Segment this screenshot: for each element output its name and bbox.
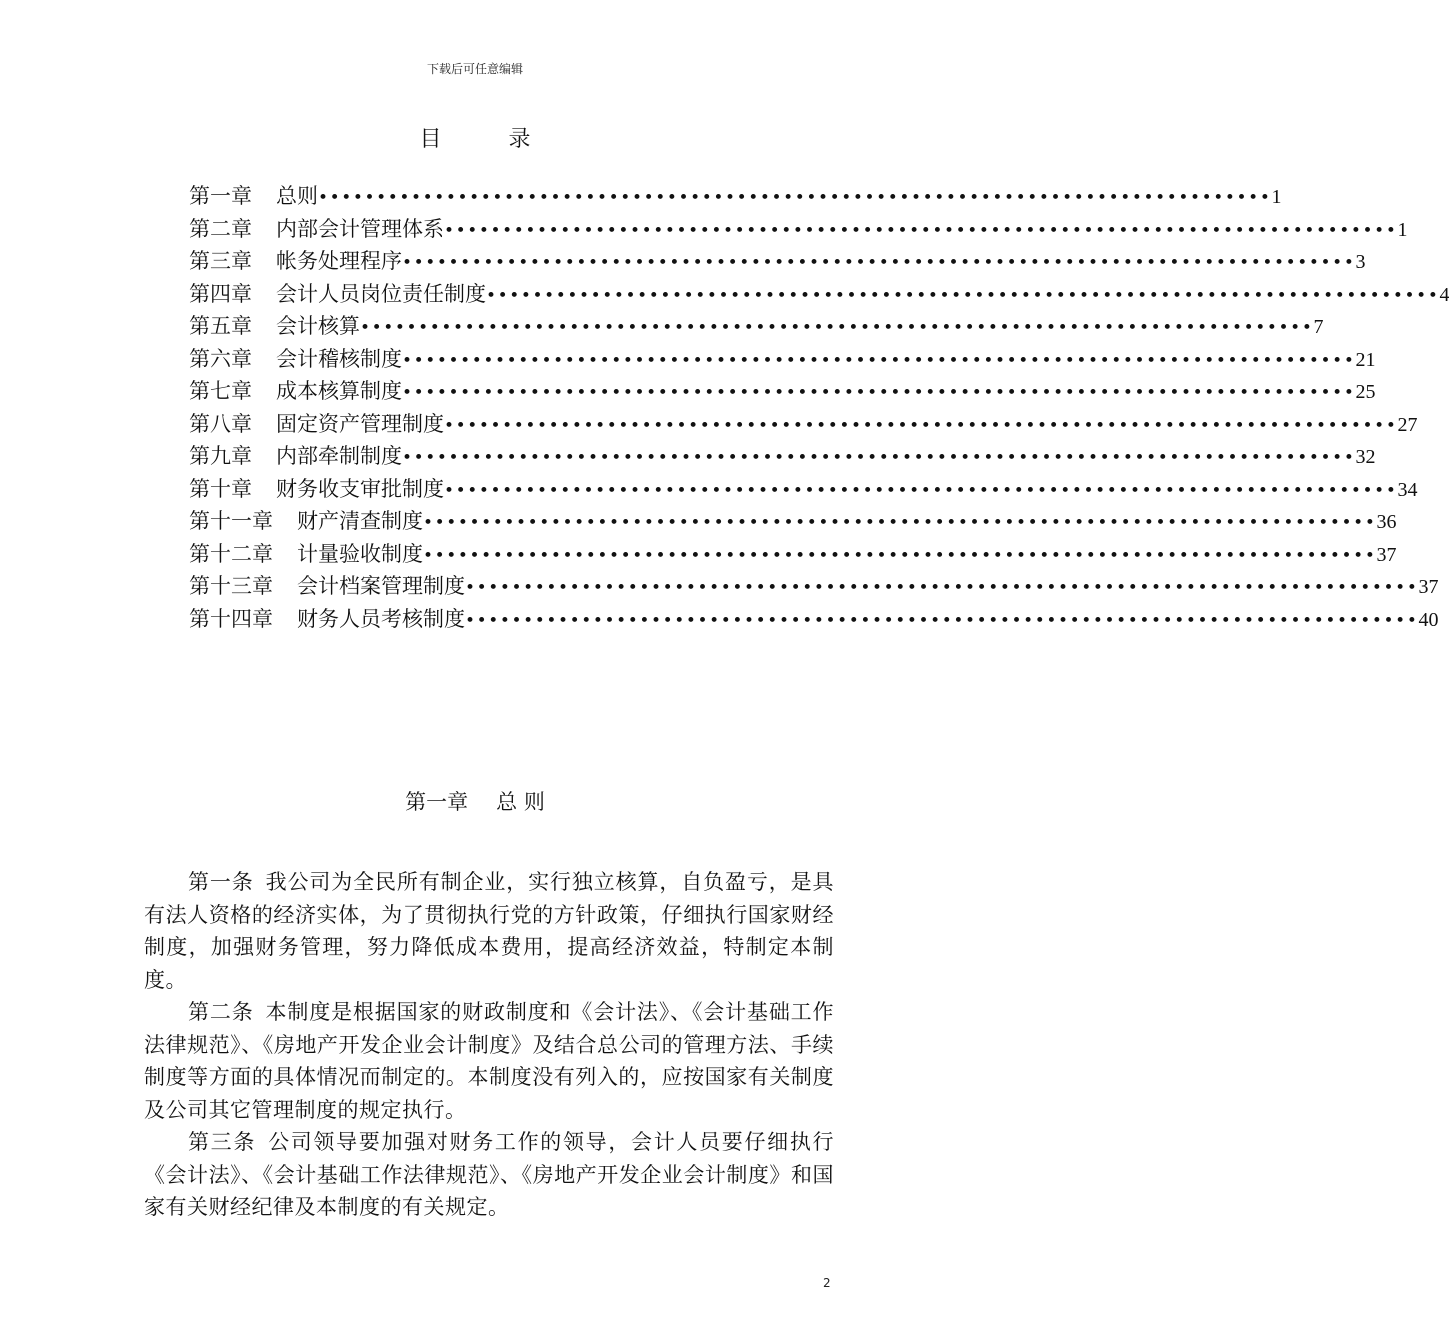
toc-page-number: 40 xyxy=(1418,608,1439,631)
toc-chapter: 第二章 xyxy=(189,216,252,241)
toc-leader-dots: •••••••••••••••••••••••••••••••••••••••••••••••••••••••••••••••••••••••••••••••••• xyxy=(402,448,1356,468)
toc-page-number: 3 xyxy=(1355,251,1366,273)
toc-page-number: 4 xyxy=(1439,283,1449,306)
toc-leader-dots: •••••••••••••••••••••••••••••••••••••••••••••••••••••••••••••••••••••••••••••••••• xyxy=(465,610,1419,631)
toc-entry-title: 总则 xyxy=(276,184,318,208)
toc-entry[interactable] xyxy=(189,408,1418,441)
article-text: 本制度是根据国家的财政制度和《会计法》、《会计基础工作法律规范》、《房地产开发企业会计制度》及结合总公司的管理方法、手续制度等方面的具体情况而制定的。本制度没有列入的，应按国家有关制度及公司其它管理制度的规定执行。 xyxy=(144,1000,835,1122)
toc-leader-dots: •••••••••••••••••••••••••••••••••••••••••••••••••••••••••••••••••••••••••••••••••• xyxy=(444,480,1398,501)
toc-chapter: 第八章 xyxy=(189,411,252,436)
toc-entry[interactable] xyxy=(189,505,1397,538)
toc-page-number: 25 xyxy=(1355,381,1376,403)
toc-chapter: 第十一章 xyxy=(189,509,273,533)
toc-entry[interactable] xyxy=(189,310,1324,343)
toc-entry[interactable] xyxy=(189,343,1376,376)
article-paragraph xyxy=(144,996,834,1126)
toc-page-number: 1 xyxy=(1271,186,1282,208)
article-label: 第一条 xyxy=(188,870,254,894)
toc-entry-title: 会计稽核制度 xyxy=(276,346,402,371)
toc-chapter: 第十二章 xyxy=(189,541,273,566)
toc-entry[interactable] xyxy=(189,375,1376,408)
chapter-heading xyxy=(0,786,950,816)
toc-leader-dots: •••••••••••••••••••••••••••••••••••••••••••••••••••••••••••••••••••••••••••••••••• xyxy=(402,383,1356,403)
toc-leader-dots: •••••••••••••••••••••••••••••••••••••••••••••••••••••••••••••••••••••••••••••••••• xyxy=(318,188,1272,208)
toc-chapter: 第七章 xyxy=(189,379,252,403)
toc-chapter: 第六章 xyxy=(189,346,252,371)
toc-leader-dots: •••••••••••••••••••••••••••••••••••••••••••••••••••••••••••••••••••••••••••••••••• xyxy=(465,578,1419,598)
article-paragraph xyxy=(144,866,834,996)
toc-entry-title: 会计档案管理制度 xyxy=(297,574,465,598)
toc-page-number: 7 xyxy=(1313,316,1324,338)
toc-leader-dots: •••••••••••••••••••••••••••••••••••••••••••••••••••••••••••••••••••••••••••••••••• xyxy=(402,350,1356,371)
toc-leader-dots: •••••••••••••••••••••••••••••••••••••••••••••••••••••••••••••••••••••••••••••••••• xyxy=(423,545,1377,566)
toc-entry-title: 成本核算制度 xyxy=(276,379,402,403)
table-of-contents xyxy=(189,180,1449,635)
chapter-body xyxy=(144,866,834,1224)
toc-chapter: 第十三章 xyxy=(189,574,273,598)
toc-chapter: 第十四章 xyxy=(189,606,273,631)
toc-leader-dots: •••••••••••••••••••••••••••••••••••••••••••••••••••••••••••••••••••••••••••••••••• xyxy=(444,415,1398,436)
toc-entry-title: 内部牵制制度 xyxy=(276,444,402,468)
toc-entry-title: 帐务处理程序 xyxy=(276,249,402,273)
toc-title: 目 录 xyxy=(419,127,561,152)
article-text: 公司领导要加强对财务工作的领导，会计人员要仔细执行《会计法》、《会计基础工作法律规范》、《房地产开发企业会计制度》和国家有关财经纪律及本制度的有关规定。 xyxy=(144,1130,835,1219)
toc-leader-dots: •••••••••••••••••••••••••••••••••••••••••••••••••••••••••••••••••••••••••••••••••• xyxy=(360,318,1314,338)
toc-chapter: 第三章 xyxy=(189,249,252,273)
toc-page-number: 27 xyxy=(1397,413,1418,436)
chapter-number: 第一章 xyxy=(405,790,469,814)
page-header: 下载后可任意编辑 xyxy=(426,62,523,76)
toc-entry-title: 计量验收制度 xyxy=(297,541,423,566)
toc-page-number: 34 xyxy=(1397,478,1418,501)
toc-page-number: 36 xyxy=(1376,511,1397,533)
page-number: 2 xyxy=(823,1276,831,1290)
toc-page-number: 32 xyxy=(1355,446,1376,468)
toc-chapter: 第五章 xyxy=(189,314,252,338)
toc-page-number: 21 xyxy=(1355,348,1376,371)
toc-leader-dots: •••••••••••••••••••••••••••••••••••••••••••••••••••••••••••••••••••••••••••••••••• xyxy=(402,253,1356,273)
toc-page-number: 37 xyxy=(1418,576,1439,598)
toc-entry-title: 固定资产管理制度 xyxy=(276,411,444,436)
article-label: 第二条 xyxy=(188,1000,254,1024)
toc-entry-title: 财产清查制度 xyxy=(297,509,423,533)
article-text: 我公司为全民所有制企业，实行独立核算，自负盈亏，是具有法人资格的经济实体，为了贯彻执行党的方针政策，仔细执行国家财经制度，加强财务管理，努力降低成本费用，提高经济效益，特制定本制度。 xyxy=(144,870,834,992)
toc-leader-dots: •••••••••••••••••••••••••••••••••••••••••••••••••••••••••••••••••••••••••••••••••• xyxy=(423,513,1377,533)
toc-page-number: 1 xyxy=(1397,218,1408,241)
toc-entry-title: 会计核算 xyxy=(276,314,360,338)
toc-page-number: 37 xyxy=(1376,543,1397,566)
chapter-title: 总 则 xyxy=(496,790,545,814)
toc-entry-title: 财务收支审批制度 xyxy=(276,476,444,501)
article-paragraph xyxy=(144,1126,834,1224)
toc-entry[interactable] xyxy=(189,473,1418,506)
article-label: 第三条 xyxy=(188,1130,257,1154)
toc-entry[interactable] xyxy=(189,538,1397,571)
toc-entry[interactable] xyxy=(189,213,1408,246)
toc-entry[interactable] xyxy=(189,570,1439,603)
toc-entry[interactable] xyxy=(189,245,1366,278)
toc-leader-dots: •••••••••••••••••••••••••••••••••••••••••••••••••••••••••••••••••••••••••••••••••• xyxy=(444,220,1398,241)
toc-entry[interactable] xyxy=(189,440,1376,473)
toc-entry[interactable] xyxy=(189,603,1439,636)
toc-entry-title: 内部会计管理体系 xyxy=(276,216,444,241)
toc-entry[interactable] xyxy=(189,180,1282,213)
toc-entry[interactable] xyxy=(189,278,1449,311)
toc-leader-dots: •••••••••••••••••••••••••••••••••••••••••••••••••••••••••••••••••••••••••••••••••• xyxy=(486,285,1440,306)
toc-chapter: 第九章 xyxy=(189,444,252,468)
toc-chapter: 第四章 xyxy=(189,281,252,306)
toc-entry-title: 会计人员岗位责任制度 xyxy=(276,281,486,306)
toc-entry-title: 财务人员考核制度 xyxy=(297,606,465,631)
toc-chapter: 第十章 xyxy=(189,476,252,501)
toc-chapter: 第一章 xyxy=(189,184,252,208)
